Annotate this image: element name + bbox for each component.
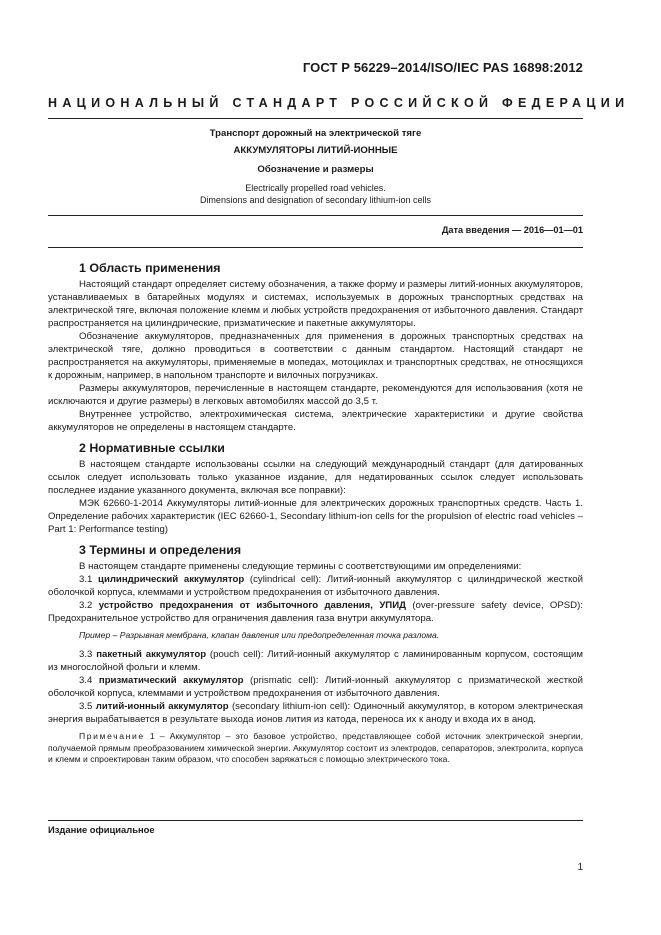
title-line-3: Обозначение и размеры (257, 164, 374, 175)
term-name: литий-ионный аккумулятор (95, 701, 229, 712)
example: Пример – Разрывная мембрана, клапан давления или предопределенная точка разлома. (79, 630, 440, 640)
national-standard-banner: НАЦИОНАЛЬНЫЙ СТАНДАРТ РОССИЙСКОЙ ФЕДЕРАЦИИ (48, 96, 630, 110)
note: Примечание 1 – Аккумулятор – это базовое устройство, представляющее собой источник электрической энергии, получаемой прямым преобразованием химической энергии. Аккумулятор состоит из электродов, сепараторов, электролита, корпуса и клемм и спроектирован таким образом, что способен заряжаться с помощью электрического тока. (48, 731, 583, 764)
english-title-1: Electrically propelled road vehicles. (245, 183, 386, 193)
term-name: устройство предохранения от избыточного давления, УПИД (98, 600, 406, 611)
page-number: 1 (577, 862, 583, 873)
section-1-heading: 1 Область применения (79, 261, 221, 275)
edition-label: Издание официальное (48, 824, 155, 835)
document-body (48, 258, 583, 766)
paragraph: Внутреннее устройство, электрохимическая система, электрические характеристики и другие свойства аккумуляторов не определены в настоящем стандарте. (48, 409, 583, 433)
term-3-1: 3.1 цилиндрический аккумулятор (cylindrical cell): Литий-ионный аккумулятор с цилиндрической жесткой оболочкой корпуса, клеммами и устройством предохранения от избыточного давления. (48, 574, 583, 598)
term-name: пакетный аккумулятор (96, 649, 207, 660)
title-line-1: Транспорт дорожный на электрической тяге (209, 128, 422, 139)
english-title-2: Dimensions and designation of secondary lithium-ion cells (199, 195, 432, 205)
term-3-4: 3.4 призматический аккумулятор (prismatic cell): Литий-ионный аккумулятор с призматической жесткой оболочкой корпуса, клеммами и устройством предохранения от избыточного давления. (48, 675, 583, 699)
divider (48, 118, 583, 119)
footer-divider (48, 820, 583, 821)
note-label: Примечание (79, 731, 145, 741)
paragraph: В настоящем стандарте применены следующие термины с соответствующими им определениями: (79, 561, 522, 572)
document-titles (48, 128, 583, 206)
effective-date: Дата введения — 2016—01—01 (441, 225, 583, 235)
section-2-heading: 2 Нормативные ссылки (79, 441, 225, 455)
section-3-heading: 3 Термины и определения (79, 543, 242, 557)
title-line-2: АККУМУЛЯТОРЫ ЛИТИЙ-ИОННЫЕ (233, 145, 398, 156)
term-name: цилиндрический аккумулятор (98, 574, 245, 585)
term-name: призматический аккумулятор (98, 675, 244, 686)
paragraph: Обозначение аккумуляторов, предназначенных для применения в дорожных транспортных средствах на электрической тяге, должно проводиться в соответствии с данным стандартом. Настоящий стандарт не распространяется на аккумуляторы, применяемые в мопедах, мотоциклах и транспортных средствах, не относящихся к дорожным, например, в напольном транспорте и вилочных погрузчиках. (48, 331, 583, 381)
term-3-5: 3.5 литий-ионный аккумулятор (secondary lithium-ion cell): Одиночный аккумулятор, в котором электрическая энергия вырабатывается в результате выхода ионов лития из катода, переноса их к аноду и входа их в анод. (48, 701, 583, 725)
paragraph: МЭК 62660-1-2014 Аккумуляторы литий-ионные для электрических дорожных транспортных средств. Часть 1. Определение рабочих характеристик (IEC 62660-1, Secondary lithium-ion cells for the propulsion of electric road vehicles – Part 1: Performance testing) (48, 498, 583, 535)
paragraph: В настоящем стандарте использованы ссылки на следующий международный стандарт (для датированных ссылок следует использовать только указанное издание, для недатированных ссылок следует использовать последнее издание указанного документа, включая все поправки): (48, 459, 583, 496)
term-3-2: 3.2 устройство предохранения от избыточного давления, УПИД (over-pressure safety device, OPSD): Предохранительное устройство для ограничения давления газа внутри аккумулятора. (48, 600, 583, 624)
term-3-3: 3.3 пакетный аккумулятор (pouch cell): Литий-ионный аккумулятор с ламинированным корпусом, состоящим из многослойной фольги и клемм. (48, 649, 583, 673)
standard-code: ГОСТ Р 56229–2014/ISO/IEC PAS 16898:2012 (302, 60, 583, 75)
paragraph: Размеры аккумуляторов, перечисленные в настоящем стандарте, рекомендуются для использования (хотя не исключаются и другие размеры) в легковых автомобилях массой до 3,5 т. (48, 383, 583, 407)
paragraph: Настоящий стандарт определяет систему обозначения, а также форму и размеры литий-ионных аккумуляторов, устанавливаемых в батарейных модулях и системах, используемых в дорожных транспортных средствах на электрической тяге, включая положение клемм и любых устройств предохранения от избыточного давления. Стандарт распространяется на цилиндрические, призматические и пакетные аккумуляторы. (48, 279, 583, 329)
divider (48, 215, 583, 216)
divider (48, 247, 583, 248)
